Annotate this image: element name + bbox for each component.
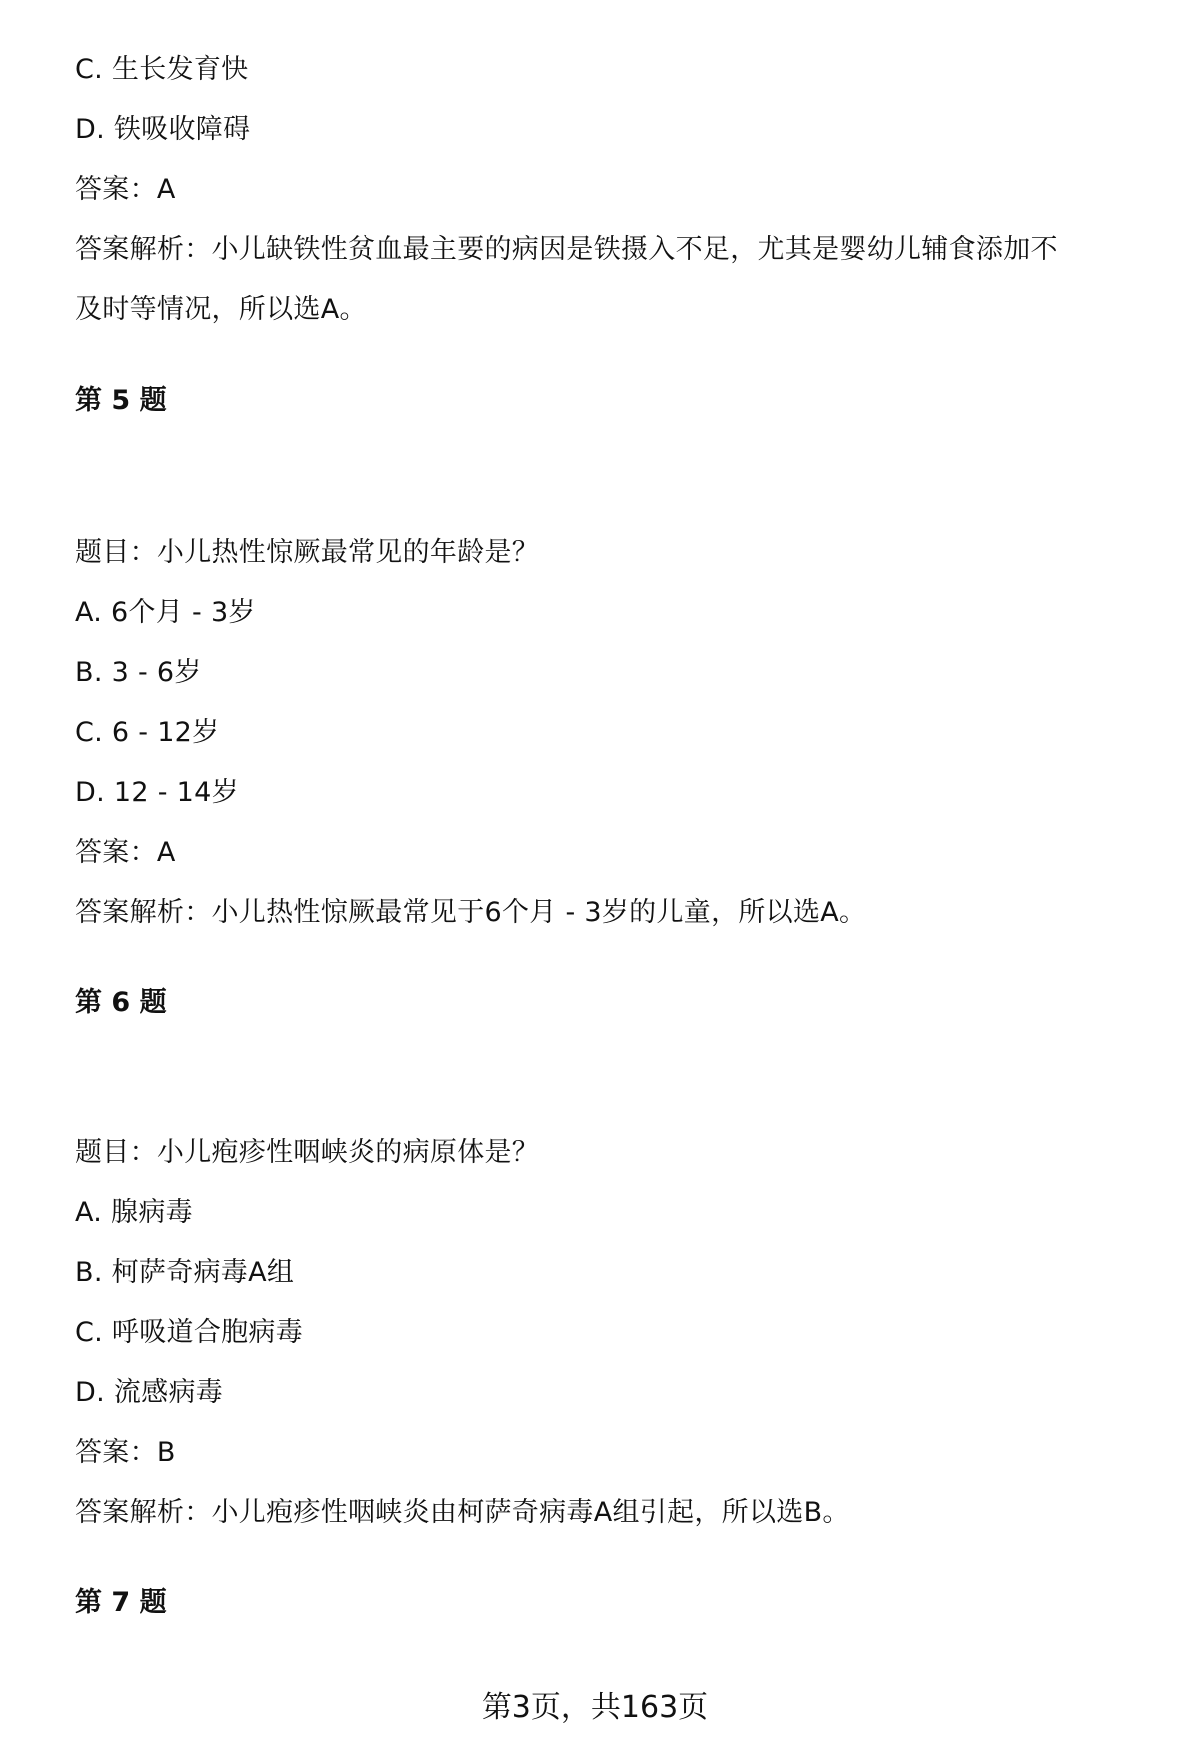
option-d: D. 流感病毒 xyxy=(75,1377,224,1408)
question-stem: 题目：小儿疱疹性咽峡炎的病原体是？ xyxy=(75,1137,540,1168)
question-heading: 第 7 题 xyxy=(75,1587,167,1618)
question-heading: 第 6 题 xyxy=(75,987,167,1018)
explanation: 答案解析：小儿疱疹性咽峡炎由柯萨奇病毒A组引起，所以选B。 xyxy=(75,1497,850,1528)
option-d: D. 12 - 14岁 xyxy=(75,777,239,808)
option-c: C. 6 - 12岁 xyxy=(75,717,220,748)
option-b: B. 3 - 6岁 xyxy=(75,657,202,688)
option-c: C. 呼吸道合胞病毒 xyxy=(75,1317,304,1348)
question-stem: 题目：小儿热性惊厥最常见的年龄是？ xyxy=(75,537,540,568)
page-number: 第3页，共163页 xyxy=(481,1690,709,1725)
answer: 答案：A xyxy=(75,837,176,868)
explanation: 答案解析：小儿热性惊厥最常见于6个月 - 3岁的儿童，所以选A。 xyxy=(75,897,867,928)
question-heading: 第 5 题 xyxy=(75,385,167,416)
explanation-line-1: 答案解析：小儿缺铁性贫血最主要的病因是铁摄入不足，尤其是婴幼儿辅食添加不 xyxy=(75,234,1058,265)
answer: 答案：B xyxy=(75,1437,176,1468)
option-a: A. 腺病毒 xyxy=(75,1197,193,1228)
option-d: D. 铁吸收障碍 xyxy=(75,114,251,145)
option-a: A. 6个月 - 3岁 xyxy=(75,597,256,628)
option-b: B. 柯萨奇病毒A组 xyxy=(75,1257,295,1288)
answer: 答案：A xyxy=(75,174,176,205)
option-c: C. 生长发育快 xyxy=(75,54,249,85)
explanation-line-2: 及时等情况，所以选A。 xyxy=(75,294,367,325)
